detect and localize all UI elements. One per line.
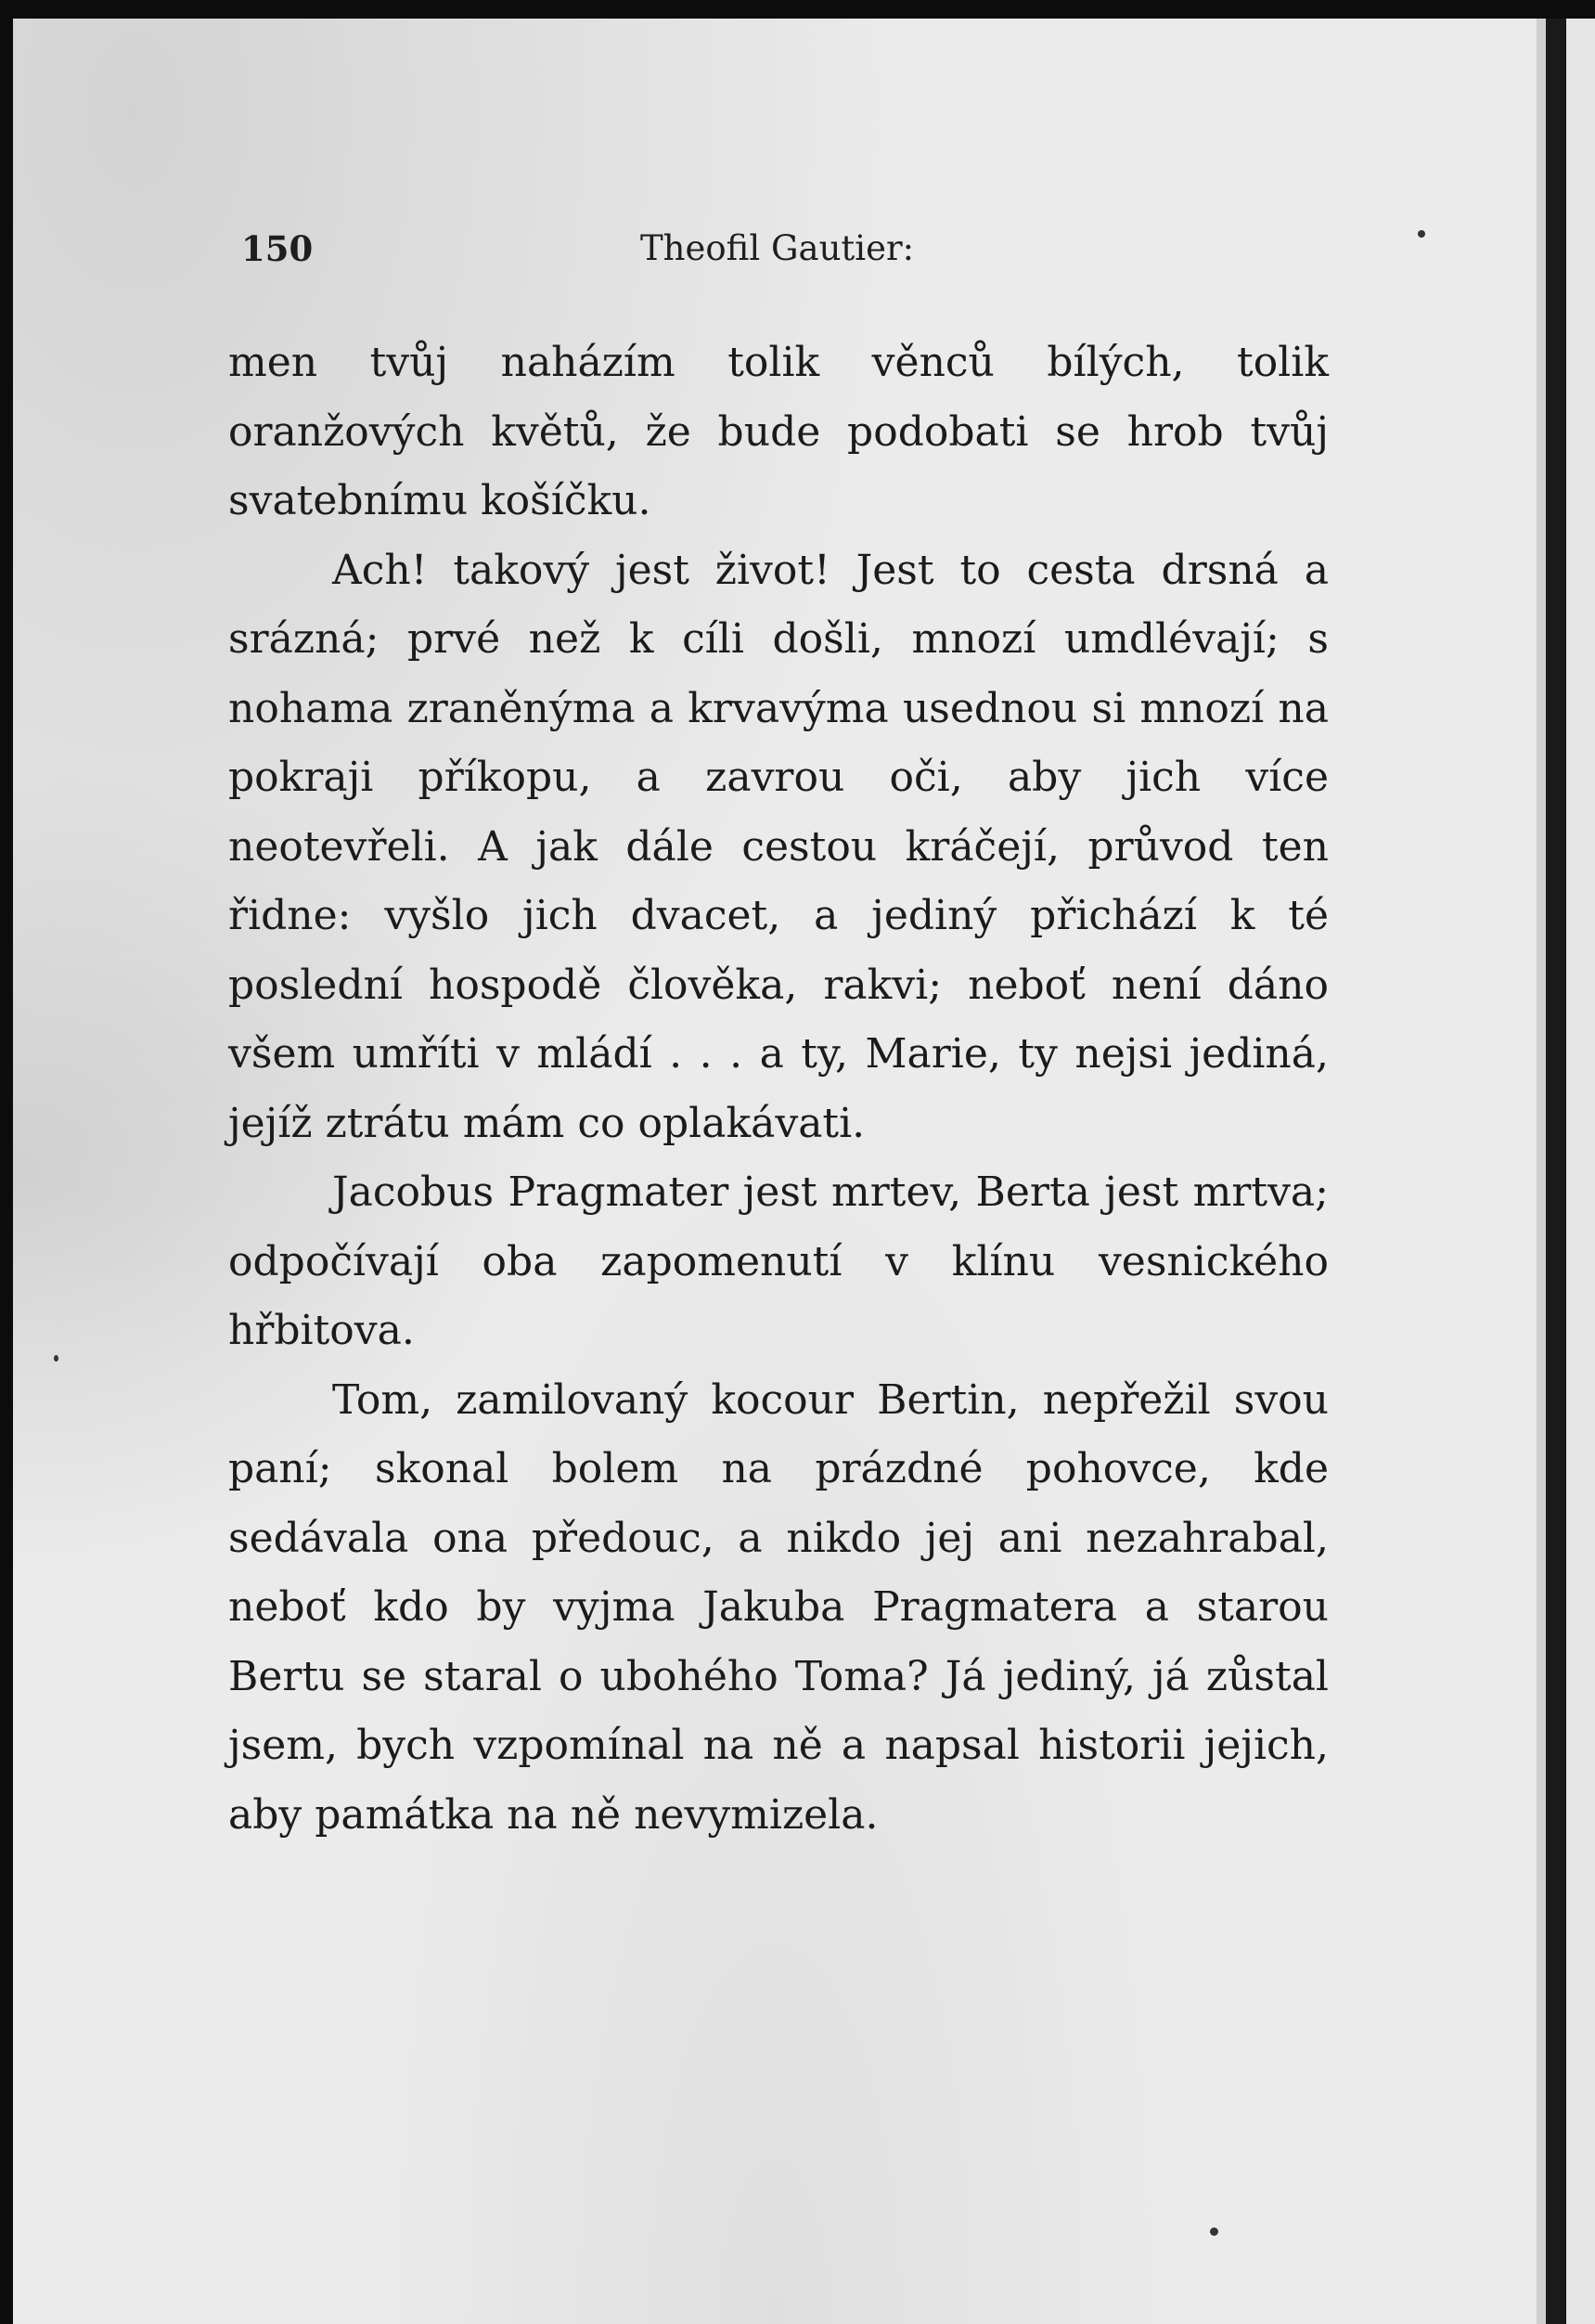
paragraph-4: Tom, zamilovaný kocour Bertin, nepřežil svou paní; skonal bolem na prázdné pohovce, kde sedávala ona předouc, a nikdo jej ani nezahrabal, neboť kdo by vyjma Jakuba Pragmatera a starou Bertu se staral o ubohého Toma? Já jediný, já zůstal jsem, bych vzpomínal na ně a napsal historii jejich, aby památka na ně nevymizela. — [228, 1375, 1329, 1839]
paper-speck — [1210, 2227, 1218, 2236]
body-text — [228, 329, 1329, 1850]
paper-speck — [1418, 230, 1425, 238]
paragraph-2: Ach! takový jest život! Jest to cesta drsná a srázná; prvé než k cíli došli, mnozí umdlévají; s nohama zraněnýma a krvavýma usednou si mnozí na pokraji příkopu, a zavrou oči, aby jich více neotevřeli. A jak dále cestou kráčejí, průvod ten řidne: vyšlo jich dvacet, a jediný přichází k té poslední hospodě člověka, rakvi; neboť není dáno všem umříti v mládí . . . a ty, Marie, ty nejsi jediná, jejíž ztrátu mám co oplakávati. — [228, 546, 1329, 1147]
page-header — [241, 228, 1355, 284]
paper-speck — [54, 1355, 58, 1362]
next-page-edge — [1566, 19, 1595, 2324]
page-gutter-shadow — [1537, 19, 1546, 2324]
page-number: 150 — [241, 228, 314, 269]
book-spine-edge — [1546, 19, 1566, 2324]
paragraph-3: Jacobus Pragmater jest mrtev, Berta jest mrtva; odpočívají oba zapomenutí v klínu vesnického hřbitova. — [228, 1168, 1329, 1354]
paragraph-1: men tvůj naházím tolik věnců bílých, tolik oranžových květů, že bude podobati se hrob tvůj svatebnímu košíčku. — [228, 339, 1329, 524]
running-title: Theofil Gautier: — [640, 228, 915, 268]
